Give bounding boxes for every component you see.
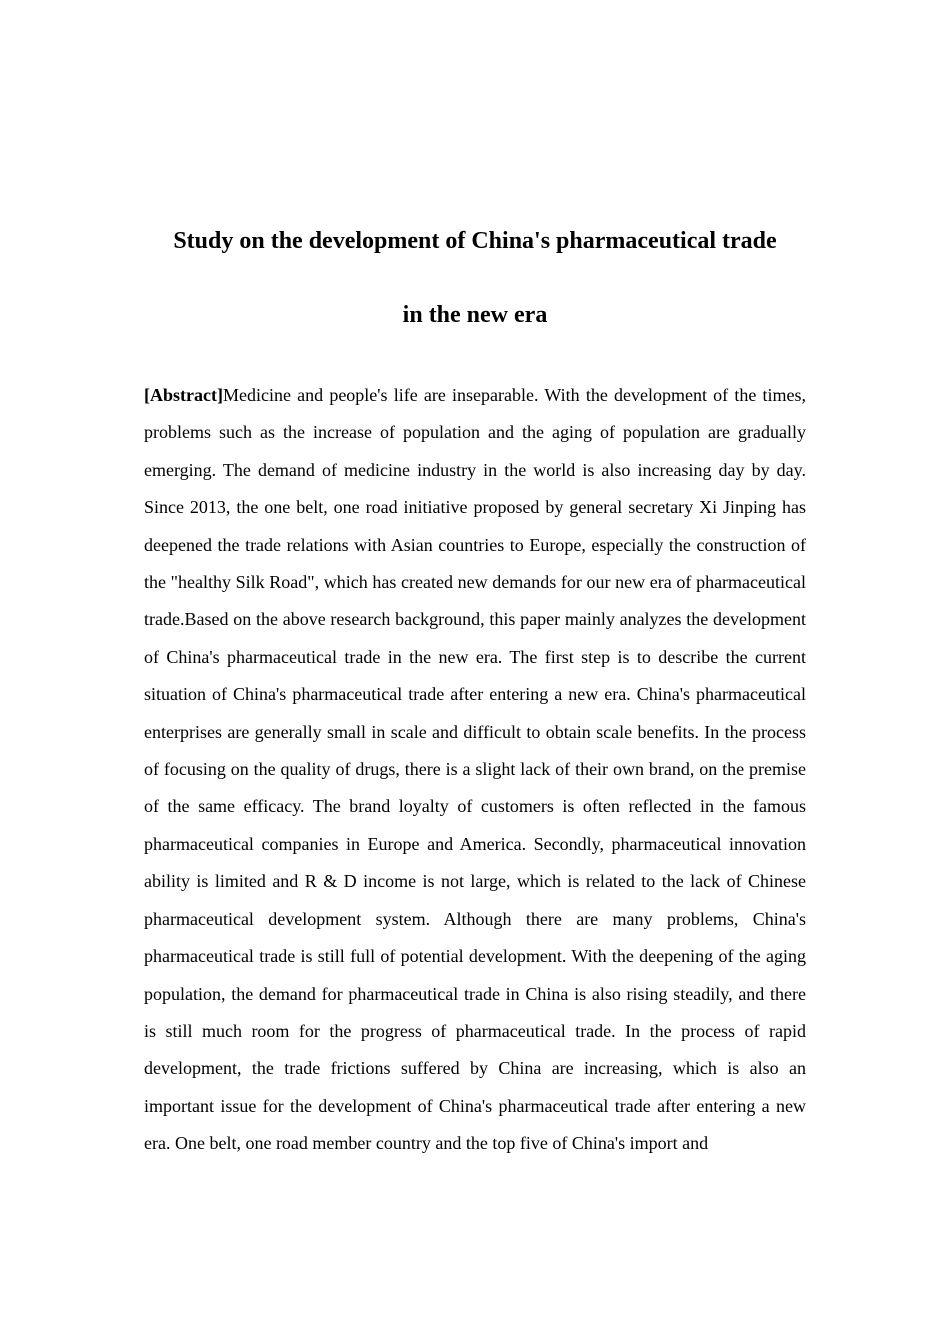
title-line-1: Study on the development of China's pharmaceutical trade <box>173 228 777 254</box>
title-line-2: in the new era <box>402 302 548 328</box>
abstract-text: Medicine and people's life are inseparable. With the development of the times, problems such as the increase of population and the aging of population are gradually emerging. The demand of medicine industry in the world is also increasing day by day. Since 2013, the one belt, one road initiative proposed by general secretary Xi Jinping has deepened the trade relations with Asian countries to Europe, especially the construction of the "healthy Silk Road", which has created new demands for our new era of pharmaceutical trade.Based on the above research background, this paper mainly analyzes the development of China's pharmaceutical trade in the new era. The first step is to describe the current situation of China's pharmaceutical trade after entering a new era. China's pharmaceutical enterprises are generally small in scale and difficult to obtain scale benefits. In the process of focusing on the quality of drugs, there is a slight lack of their own brand, on the premise of the same efficacy. The brand loyalty of customers is often reflected in the famous pharmaceutical companies in Europe and America. Secondly, pharmaceutical innovation ability is limited and R & D income is not large, which is related to the lack of Chinese pharmaceutical development system. Although there are many problems, China's pharmaceutical trade is still full of potential development. With the deepening of the aging population, the demand for pharmaceutical trade in China is also rising steadily, and there is still much room for the progress of pharmaceutical trade. In the process of rapid development, the trade frictions suffered by China are increasing, which is also an important issue for the development of China's pharmaceutical trade after entering a new era. One belt, one road member country and the top five of China's import and <box>144 385 806 1154</box>
abstract-label: [Abstract] <box>144 385 223 405</box>
abstract-paragraph <box>144 377 806 1163</box>
